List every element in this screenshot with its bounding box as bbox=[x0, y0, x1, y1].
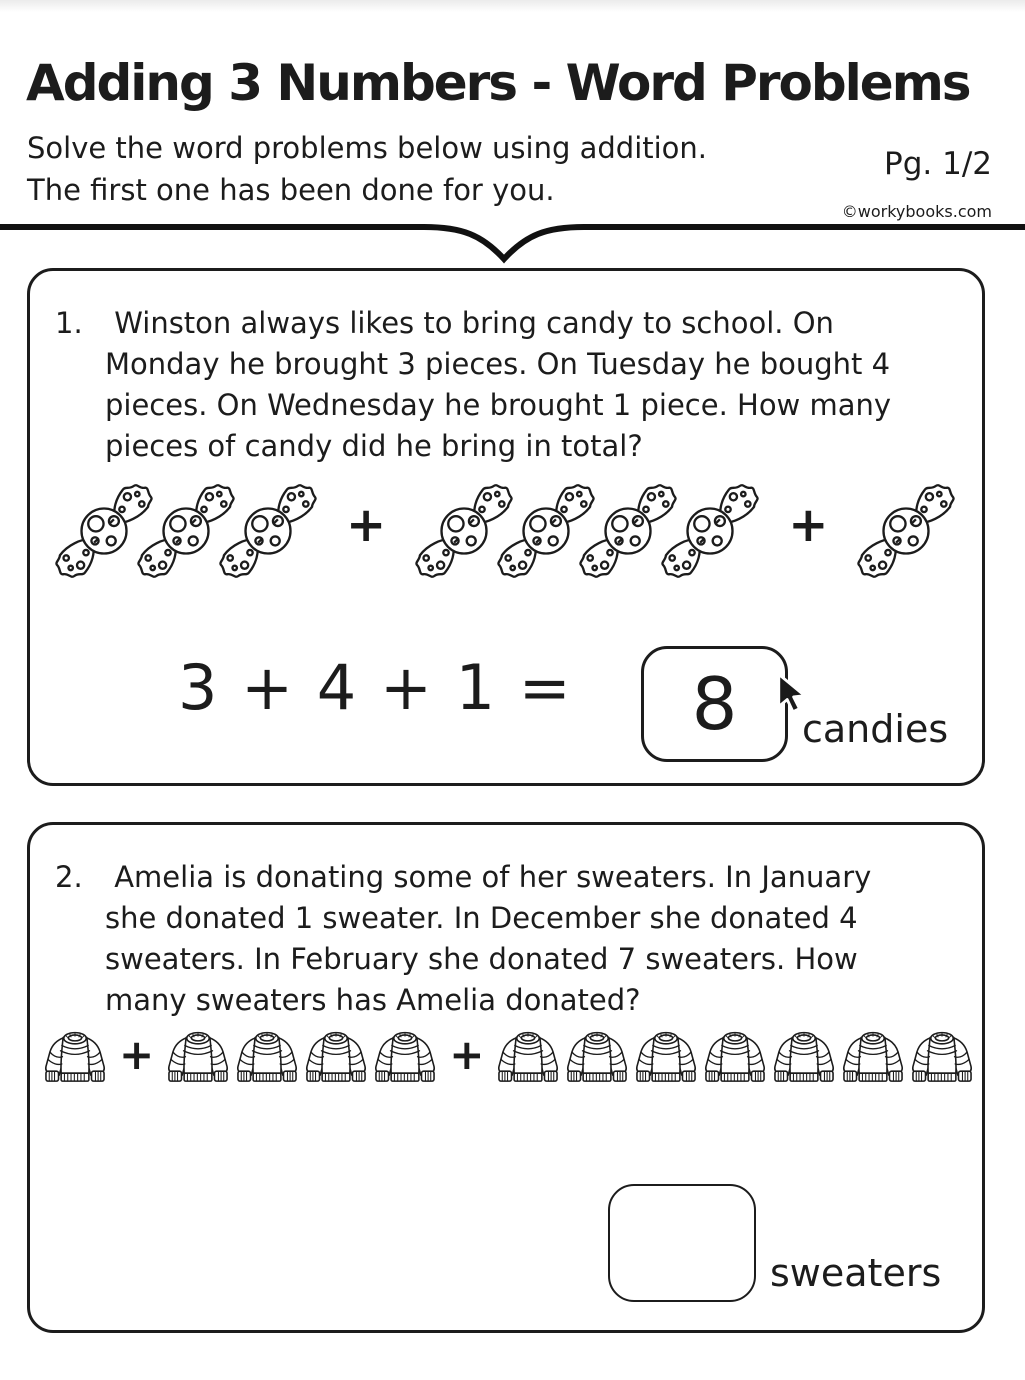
problem-2-card bbox=[27, 822, 985, 1333]
sweater-icon bbox=[372, 1028, 438, 1092]
candy-icon bbox=[852, 475, 960, 587]
answer-box-problem-1[interactable]: 8 bbox=[641, 646, 788, 762]
sweater-icon bbox=[909, 1028, 975, 1092]
candy-icon bbox=[656, 475, 764, 587]
plus-sign: + bbox=[346, 497, 387, 553]
problem-text-line: sweaters. In February she donated 7 sweaters. How bbox=[105, 942, 858, 976]
candy-group-2 bbox=[410, 475, 764, 587]
header-divider-rule bbox=[0, 222, 1025, 266]
answer-box-problem-2[interactable] bbox=[608, 1184, 756, 1302]
candy-icon bbox=[214, 475, 322, 587]
sweater-icon bbox=[165, 1028, 231, 1092]
candy-group-1 bbox=[50, 475, 322, 587]
problem-text-line: many sweaters has Amelia donated? bbox=[105, 983, 641, 1017]
sweater-icon bbox=[564, 1028, 630, 1092]
problem-text-line: Monday he brought 3 pieces. On Tuesday he bought 4 bbox=[105, 347, 891, 381]
problem-text-line: Amelia is donating some of her sweaters. In January bbox=[105, 860, 872, 894]
sweater-icon bbox=[840, 1028, 906, 1092]
page-top-edge bbox=[0, 0, 1025, 12]
candy-group-3 bbox=[852, 475, 960, 587]
instructions bbox=[27, 127, 707, 211]
sweater-picture-row bbox=[42, 1025, 975, 1095]
problem-1-card bbox=[27, 268, 985, 786]
problem-2-number: 2. bbox=[55, 860, 83, 894]
sweater-icon bbox=[495, 1028, 561, 1092]
problem-text-line: pieces. On Wednesday he brought 1 piece. How many bbox=[105, 388, 892, 422]
problem-1-number: 1. bbox=[55, 306, 83, 340]
sweater-group-2 bbox=[165, 1028, 438, 1092]
sweater-group-3 bbox=[495, 1028, 975, 1092]
sweater-icon bbox=[633, 1028, 699, 1092]
sweater-icon bbox=[771, 1028, 837, 1092]
instructions-line-1: Solve the word problems below using addition. bbox=[27, 131, 708, 165]
page-title: Adding 3 Numbers - Word Problems bbox=[26, 54, 970, 112]
candy-picture-row bbox=[50, 471, 960, 591]
copyright-text: ©workybooks.com bbox=[841, 202, 992, 221]
plus-sign: + bbox=[119, 1029, 155, 1079]
problem-1-statement bbox=[105, 303, 891, 467]
problem-text-line: Winston always likes to bring candy to school. On bbox=[105, 306, 834, 340]
sweater-group-1 bbox=[42, 1028, 108, 1092]
sweater-icon bbox=[42, 1028, 108, 1092]
sweater-icon bbox=[702, 1028, 768, 1092]
problem-text-line: pieces of candy did he bring in total? bbox=[105, 429, 643, 463]
plus-sign: + bbox=[788, 497, 829, 553]
plus-sign: + bbox=[449, 1029, 485, 1079]
problem-2-text bbox=[30, 825, 982, 1021]
answer-unit-label: candies bbox=[802, 707, 949, 751]
page-number: Pg. 1/2 bbox=[884, 146, 992, 182]
number-sentence: 3 + 4 + 1 = bbox=[178, 651, 573, 724]
answer-unit-label: sweaters bbox=[770, 1251, 942, 1295]
instructions-line-2: The first one has been done for you. bbox=[27, 173, 555, 207]
sweater-icon bbox=[303, 1028, 369, 1092]
problem-2-statement bbox=[105, 857, 871, 1021]
sweater-icon bbox=[234, 1028, 300, 1092]
problem-text-line: she donated 1 sweater. In December she donated 4 bbox=[105, 901, 858, 935]
problem-1-text bbox=[30, 271, 982, 467]
